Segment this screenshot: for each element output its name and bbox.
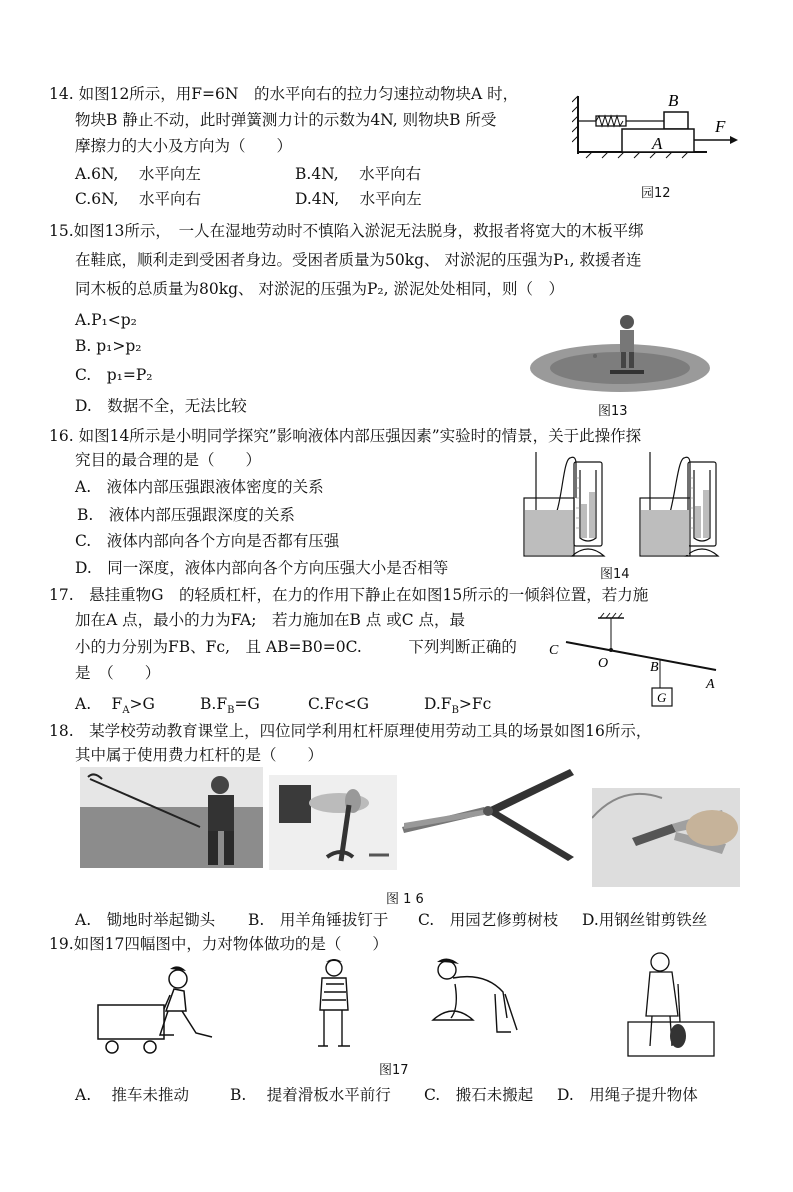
q15-option-b: B. p₁>p₂ <box>75 337 142 355</box>
q16-option-b: B. 液体内部压强跟深度的关系 <box>77 506 295 524</box>
fig12-label-a: A <box>652 134 663 153</box>
q17-option-c: C.Fc<G <box>308 695 370 713</box>
q19-option-b: B. 提着滑板水平前行 <box>230 1086 391 1104</box>
q17-stem-line3: 小的力分别为FB、Fc, 且 AB=B0=0C. 下列判断正确的 <box>75 638 517 656</box>
q16-stem-line1: 16. 如图14所示是小明同学探究”影响液体内部压强因素”实验时的情景，关于此操作探 <box>49 427 642 445</box>
figure-16-caption: 图 1 6 <box>386 892 424 907</box>
q15-stem-line2: 在鞋底，顺利走到受困者身边。受困者质量为50kg、 对淤泥的压强为P₁, 救援者连 <box>75 251 642 269</box>
q18-stem-line2: 其中属于使用费力杠杆的是（ ） <box>75 746 324 764</box>
figure-15-lever-diagram <box>544 612 740 712</box>
q17-option-a: A. $F_A>G$ <box>75 695 155 717</box>
q15-option-a: A.P₁<p₂ <box>75 311 137 329</box>
fig15-label-c: C <box>549 643 559 658</box>
figure-16-wire-pliers-photo <box>592 788 740 887</box>
q18-option-a: A. 锄地时举起锄头 <box>75 911 216 929</box>
figure-16-hoe-photo <box>80 767 263 868</box>
q15-stem-line3: 同木板的总质量为80kg、 对淤泥的压强为P₂, 淤泥处处相同，则（ ） <box>75 280 564 298</box>
q16-option-c: C. 液体内部向各个方向是否都有压强 <box>75 532 340 550</box>
q14-option-d: D.4N, 水平向左 <box>295 190 422 208</box>
q16-option-d: D. 同一深度，液体内部向各个方向压强大小是否相等 <box>75 559 449 577</box>
q18-option-c: C. 用园艺修剪树枝 <box>418 911 559 929</box>
q14-stem-line2: 物块B 静止不动，此时弹簧测力计的示数为4N, 则物块B 所受 <box>75 111 497 129</box>
fig12-label-b: B <box>668 91 679 110</box>
fig15-label-a: A <box>706 677 715 692</box>
q14-stem-line1: 14. 如图12所示，用F=6N 的水平向右的拉力匀速拉动物块A 时， <box>49 85 519 103</box>
fig15-label-g: G <box>657 690 667 705</box>
q14-stem-line3: 摩擦力的大小及方向为（ ） <box>75 137 293 155</box>
figure-12-spring-block-diagram <box>572 88 742 160</box>
q17-stem-line4: 是 （ ） <box>75 664 161 682</box>
q17-stem-line1: 17. 悬挂重物G 的轻质杠杆，在力的作用下静止在如图15所示的一倾斜位置，若力施 <box>49 586 649 604</box>
q16-option-a: A. 液体内部压强跟液体密度的关系 <box>75 478 324 496</box>
fig12-label-f: F <box>715 117 726 136</box>
figure-16-garden-shears-photo <box>398 765 574 867</box>
q19-option-c: C. 搬石未搬起 <box>424 1086 534 1104</box>
figure-13-caption: 图13 <box>598 404 628 419</box>
figure-17-rope-lift-drawing <box>620 950 720 1058</box>
q17-stem-line2: 加在A 点，最小的力为FA; 若力施加在B 点 或C 点，最 <box>75 611 465 629</box>
figure-14-pressure-gauge-diagram <box>522 448 722 564</box>
figure-17-push-cart-drawing <box>94 963 226 1059</box>
q14-option-a: A.6N, 水平向左 <box>75 165 201 183</box>
q19-option-d: D. 用绳子提升物体 <box>557 1086 698 1104</box>
q19-stem-line1: 19.如图17四幅图中，力对物体做功的是（ ） <box>49 935 388 953</box>
q17-option-d: $D.F_B>Fc$ <box>424 695 492 717</box>
q18-option-b: B. 用羊角锤拔钉于 <box>248 911 389 929</box>
figure-17-carry-skateboard-drawing <box>304 958 364 1056</box>
q18-option-d: D.用钢丝钳剪铁丝 <box>582 911 708 929</box>
fig15-label-o: O <box>598 656 609 671</box>
q19-option-a: A. 推车未推动 <box>75 1086 190 1104</box>
q15-stem-line1: 15.如图13所示， 一人在湿地劳动时不慎陷入淤泥无法脱身，救报者将宽大的木板平绑 <box>49 222 644 240</box>
fig15-label-b: B <box>650 660 659 675</box>
q14-option-c: C.6N, 水平向右 <box>75 190 202 208</box>
figure-13-mud-photo <box>525 306 715 398</box>
q17-option-b: $B.F_B=G$ <box>200 695 260 717</box>
q18-stem-line1: 18. 某学校劳动教育课堂上，四位同学利用杠杆原理使用劳动工具的场景如图16所示， <box>49 722 652 740</box>
figure-16-claw-hammer-photo <box>269 775 397 870</box>
q16-stem-line2: 究目的最合理的是（ ） <box>75 451 262 469</box>
q14-option-b: B.4N, 水平向右 <box>295 165 422 183</box>
q15-option-d: D. 数据不全，无法比较 <box>75 397 247 415</box>
figure-14-caption: 图14 <box>600 567 630 582</box>
figure-17-lift-stone-drawing <box>425 958 525 1040</box>
q15-option-c: C. p₁=P₂ <box>75 366 153 384</box>
figure-17-caption: 图17 <box>379 1063 409 1078</box>
figure-12-caption: 园12 <box>641 186 671 201</box>
